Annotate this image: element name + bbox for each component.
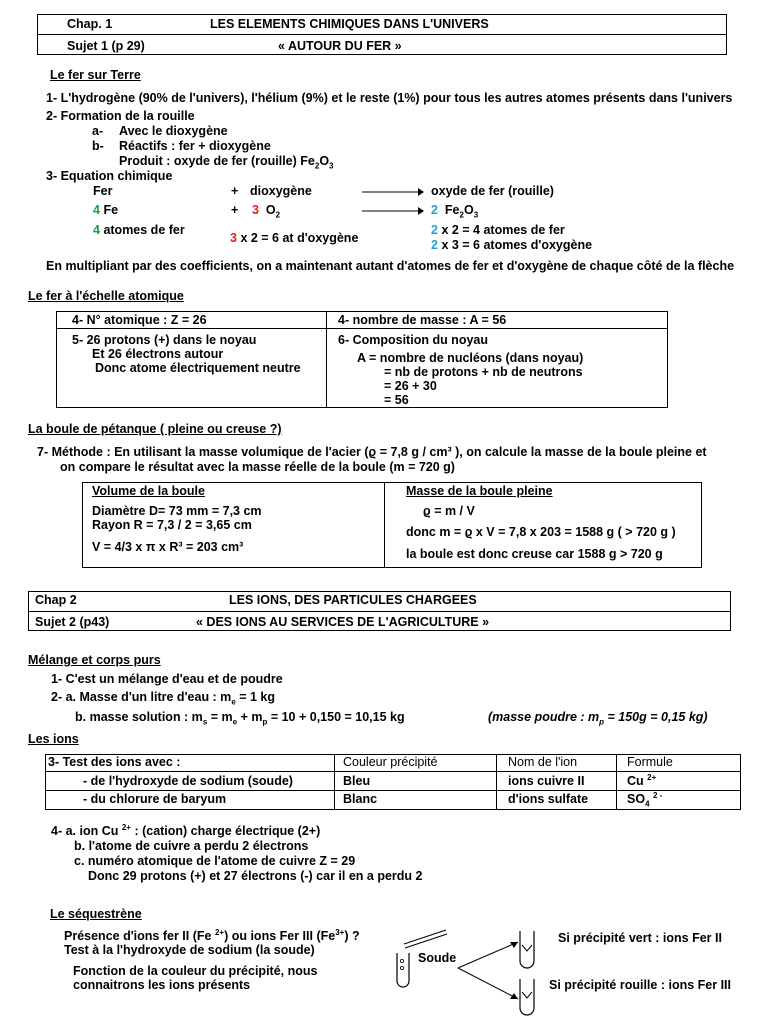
fer-terre-p2b: Réactifs : fer + dioxygène (119, 139, 271, 153)
eq-oxyde: oxyde de fer (rouille) (431, 184, 554, 198)
arrow-icon (362, 205, 424, 217)
echelle-r6c: = 26 + 30 (384, 379, 437, 393)
eq-coef-fe2o3: 2 $Fe_2O_3$ (431, 203, 479, 220)
produit-text: Produit : oxyde de fer (rouille) Fe (119, 154, 315, 168)
eq-coef-o2: 3 $O_2$ (252, 203, 281, 220)
sequestrene-l4: connaitrons les ions présents (73, 978, 251, 992)
fer-terre-conclusion: En multipliant par des coefficients, on a maintenant autant d'atomes de fer et d'oxygène de chaque côté de la flèche (46, 259, 735, 273)
left-test-tube-icon (397, 953, 409, 987)
ions-row2-couleur: Blanc (343, 792, 378, 806)
ions-heading: Les ions (28, 732, 79, 746)
echelle-heading: Le fer à l'échelle atomique (28, 289, 184, 303)
vol-line1: Diamètre D= 73 mm = 7,3 cm (92, 504, 262, 518)
ions-row1-test: - de l'hydroxyde de sodium (soude) (83, 774, 293, 788)
eq-dioxygene: dioxygène (250, 184, 312, 198)
ions-row1-formule: Cu $^{2+}$ (627, 772, 657, 788)
fer-terre-p1: 1- L'hydrogène (90% de l'univers), l'hélium (9%) et le reste (1%) pour tous les autres atomes présents dans l'univers (46, 91, 733, 105)
eq-fer: Fer (93, 184, 113, 198)
chap2-sujet: Sujet 2 (p43) (35, 615, 110, 629)
fer-terre-p2a-label: a- (92, 124, 104, 138)
fer-terre-p2: 2- Formation de la rouille (46, 109, 195, 123)
dropper-icon (404, 930, 447, 948)
echelle-c5c: Donc atome électriquement neutre (95, 361, 301, 375)
chap2-title: LES IONS, DES PARTICULES CHARGEES (229, 593, 477, 607)
result-rouille: Si précipité rouille : ions Fer III (549, 978, 731, 992)
echelle-r4: 4- nombre de masse : A = 56 (338, 313, 507, 327)
ions-col-divider-2 (496, 754, 497, 810)
echelle-c5: 5- 26 protons (+) dans le noyau (72, 333, 257, 347)
melange-q1: 1- C'est un mélange d'eau et de poudre (51, 672, 283, 686)
echelle-r6d: = 56 (384, 393, 409, 407)
melange-q2b: b. masse solution : $m_s = m_e + m_p = 10 + 0,150 = 10,15$ kg (75, 710, 405, 727)
echelle-r6: 6- Composition du noyau (338, 333, 488, 347)
chap1-sujet: Sujet 1 (p 29) (67, 39, 145, 53)
vol-line3: V = 4/3 x π x R³ = 203 cm³ (92, 540, 244, 554)
fer-terre-produit: Produit : oxyde de fer (rouille) $Fe_2O_3$ (119, 154, 334, 171)
eq-produit-oxygene: 2 x 3 = 6 atomes d'oxygène (431, 238, 593, 252)
chap1-header-divider (37, 34, 727, 35)
chap2-label: Chap 2 (35, 593, 77, 607)
chap2-header-divider (28, 611, 731, 612)
ions-col-divider-1 (334, 754, 335, 810)
melange-heading: Mélange et corps purs (28, 653, 161, 667)
petanque-p7b: on compare le résultat avec la masse réelle de la boule (m = 720 g) (60, 460, 455, 474)
melange-q2a: 2- a. Masse d'un litre d'eau : $m_e = 1$ kg (51, 690, 276, 707)
fer-terre-p3: 3- Equation chimique (46, 169, 173, 183)
top-test-tube-icon (520, 931, 534, 968)
sequestrene-l3: Fonction de la couleur du précipité, nous (73, 964, 318, 978)
ions-header-nom: Nom de l'ion (508, 755, 578, 769)
sequestrene-l1: Présence d'ions fer II (Fe $^{2+}$) ou ions Fer III $(Fe^{3+})$ ? (64, 927, 360, 943)
sequestrene-l2: Test à la l'hydroxyde de sodium (la soude) (64, 943, 315, 957)
bottom-test-tube-icon (520, 979, 534, 1015)
chap1-label: Chap. 1 (67, 17, 113, 31)
ions-row-divider-1 (45, 771, 741, 772)
vol-heading: Volume de la boule (92, 484, 205, 498)
test-tube-diagram (390, 925, 560, 1017)
echelle-table-divider (326, 311, 327, 408)
arrow-icon (362, 186, 424, 198)
echelle-c5b: Et 26 électrons autour (92, 347, 224, 361)
chap1-title: LES ELEMENTS CHIMIQUES DANS L'UNIVERS (210, 17, 489, 31)
soude-label: Soude (418, 951, 457, 965)
eq-plus-2: + (231, 203, 239, 217)
mass-line3: la boule est donc creuse car 1588 g > 720 g (406, 547, 663, 561)
ions-header-couleur: Couleur précipité (343, 755, 438, 769)
melange-q2b-note: (masse poudre : $m_p = 150g = 0,15$ kg) (488, 710, 708, 727)
mass-line2: donc m = ϱ x V = 7,8 x 203 = 1588 g ( > 720 g ) (406, 525, 676, 539)
chap1-subtitle: « AUTOUR DU FER » (278, 39, 402, 53)
chap2-subtitle: « DES IONS AU SERVICES DE L'AGRICULTURE » (196, 615, 490, 629)
fer-terre-p2b-label: b- (92, 139, 104, 153)
ions-q4b: b. l'atome de cuivre a perdu 2 électrons (74, 839, 309, 853)
mass-line1: ϱ = m / V (423, 504, 475, 518)
ions-row2-test: - du chlorure de baryum (83, 792, 227, 806)
eq-produit-fer: 2 x 2 = 4 atomes de fer (431, 223, 565, 237)
petanque-p7a: 7- Méthode : En utilisant la masse volumique de l'acier (ϱ = 7,8 g / cm³ ), on calcule la masse de la boule pleine et (37, 445, 707, 459)
ions-row2-nom: d'ions sulfate (508, 792, 589, 806)
ions-q4a: 4- a. ion Cu $^{2+}$ : (cation) charge électrique (2+) (51, 822, 321, 838)
echelle-table-row-divider (56, 328, 668, 329)
ions-q4d: Donc 29 protons (+) et 27 électrons (-) car il en a perdu 2 (88, 869, 423, 883)
ions-col-divider-3 (616, 754, 617, 810)
petanque-table-divider (384, 482, 385, 568)
eq-atomes-oxygene: 3 x 2 = 6 at d'oxygène (230, 231, 359, 245)
mass-heading: Masse de la boule pleine (406, 484, 553, 498)
ions-row1-nom: ions cuivre II (508, 774, 585, 788)
split-arrows-icon (458, 942, 518, 999)
eq-coef-fe: 4 Fe (93, 203, 119, 217)
vol-line2: Rayon R = 7,3 / 2 = 3,65 cm (92, 518, 252, 532)
sequestrene-heading: Le séquestrène (50, 907, 142, 921)
result-vert: Si précipité vert : ions Fer II (558, 931, 722, 945)
eq-plus-1: + (231, 184, 239, 198)
echelle-c4: 4- N° atomique : Z = 26 (72, 313, 207, 327)
echelle-r6b: = nb de protons + nb de neutrons (384, 365, 583, 379)
eq-atomes-fer: 4 atomes de fer (93, 223, 185, 237)
ions-header-formule: Formule (627, 755, 673, 769)
ions-row-divider-2 (45, 790, 741, 791)
ions-row2-formule: $SO_4$ $^{2 -}$ (627, 790, 663, 809)
petanque-heading: La boule de pétanque ( pleine ou creuse ?) (28, 422, 282, 436)
ions-row1-couleur: Bleu (343, 774, 371, 788)
echelle-r6a: A = nombre de nucléons (dans noyau) (357, 351, 584, 365)
ions-header-test: 3- Test des ions avec : (48, 755, 181, 769)
ions-q4c: c. numéro atomique de l'atome de cuivre Z = 29 (74, 854, 356, 868)
fer-terre-p2a: Avec le dioxygène (119, 124, 228, 138)
fer-terre-heading: Le fer sur Terre (50, 68, 141, 82)
